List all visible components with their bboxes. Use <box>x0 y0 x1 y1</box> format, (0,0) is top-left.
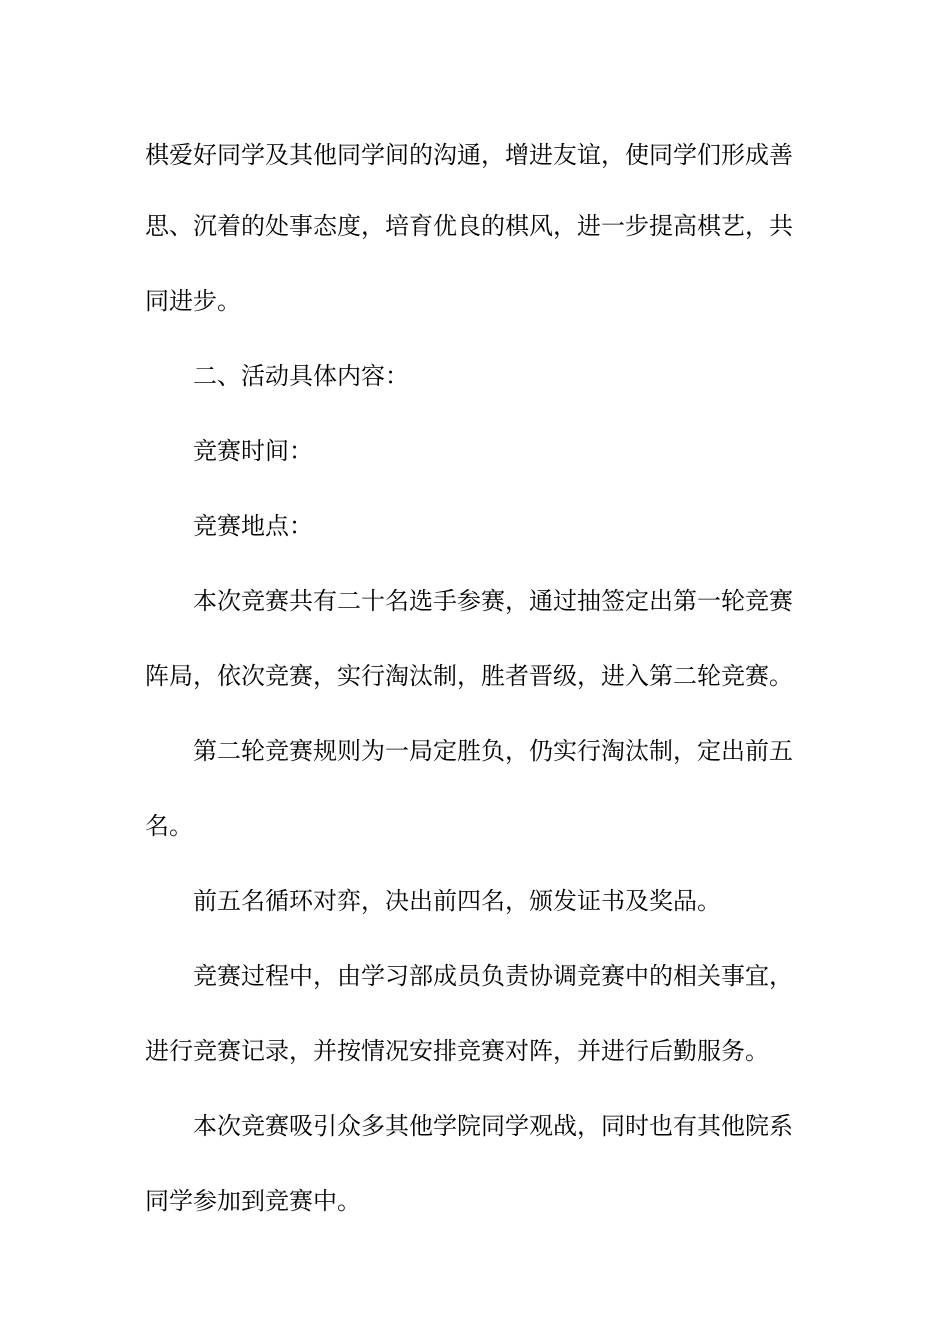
text-line: 第二轮竞赛规则为一局定胜负，仍实行淘汰制，定出前五 <box>193 737 793 765</box>
text-line: 阵局，依次竞赛，实行淘汰制，胜者晋级，进入第二轮竞赛。 <box>145 662 793 690</box>
text-line: 竞赛过程中，由学习部成员负责协调竞赛中的相关事宜， <box>193 962 793 990</box>
section-heading: 二、活动具体内容： <box>193 362 409 390</box>
text-line: 前五名循环对弈，决出前四名，颁发证书及奖品。 <box>193 887 721 915</box>
text-line: 本次竞赛共有二十名选手参赛，通过抽签定出第一轮竞赛 <box>193 587 793 615</box>
text-line: 竞赛地点： <box>193 512 313 540</box>
text-line: 同学参加到竞赛中。 <box>145 1187 361 1215</box>
text-line: 名。 <box>145 812 193 840</box>
text-line: 思、沉着的处事态度，培育优良的棋风，进一步提高棋艺，共 <box>145 212 793 240</box>
text-line: 竞赛时间： <box>193 437 313 465</box>
text-line: 本次竞赛吸引众多其他学院同学观战，同时也有其他院系 <box>193 1112 793 1140</box>
text-line: 棋爱好同学及其他同学间的沟通，增进友谊，使同学们形成善 <box>145 141 793 169</box>
text-line: 进行竞赛记录，并按情况安排竞赛对阵，并进行后勤服务。 <box>145 1037 769 1065</box>
text-line: 同进步。 <box>145 287 241 315</box>
